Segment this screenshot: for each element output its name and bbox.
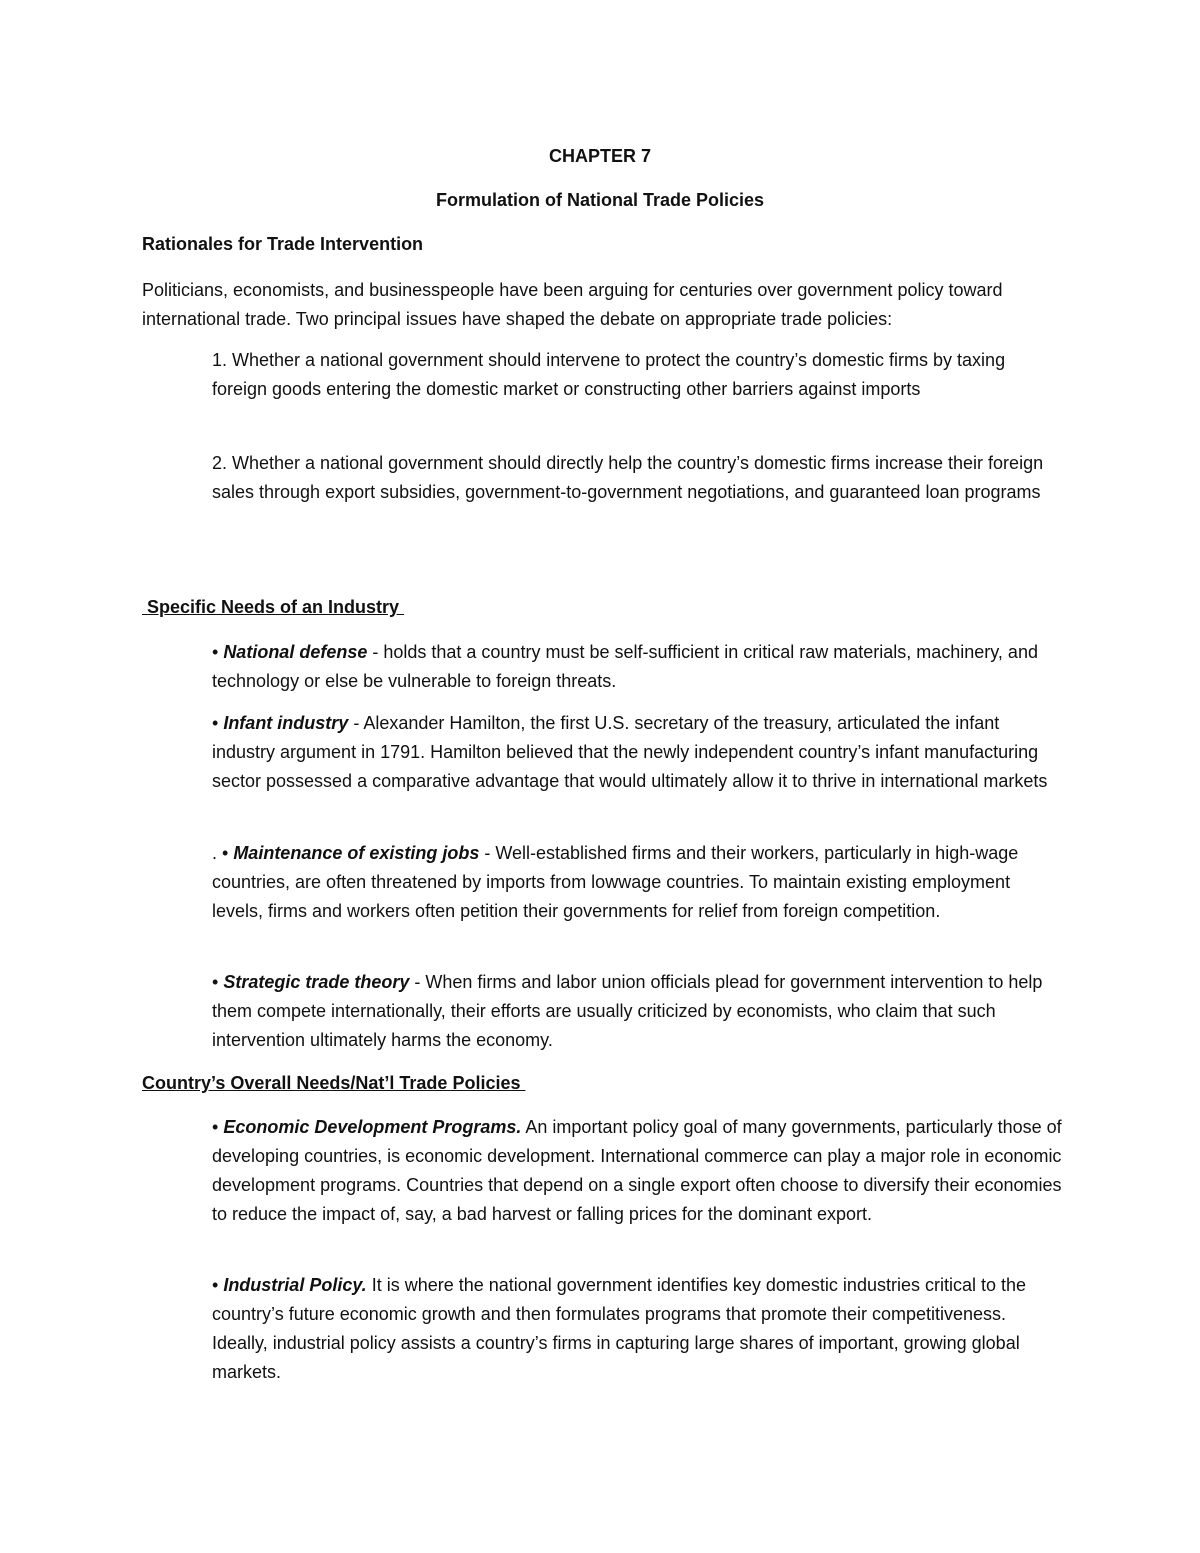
section-heading-rationales: Rationales for Trade Intervention (142, 234, 424, 254)
list-item-existing-jobs: . • Maintenance of existing jobs - Well-established firms and their workers, particularly in high-wage countries, are often threatened by imports from lowwage countries. To maintain existing employment levels, firms and workers often petition their governments for relief from foreign competition. (212, 843, 1019, 921)
section-heading-industry-needs: Specific Needs of an Industry (142, 597, 405, 617)
term-economic-development: Economic Development Programs. (223, 1117, 522, 1137)
term-industrial-policy: Industrial Policy. (223, 1275, 367, 1295)
section-heading-country-needs: Country’s Overall Needs/Nat’l Trade Policies (142, 1073, 526, 1093)
page-title: Formulation of National Trade Policies (435, 190, 765, 210)
issue-item-2: 2. Whether a national government should directly help the country’s domestic firms increase their foreign sales through export subsidies, government-to-government negotiations, and guaranteed loan programs (212, 453, 1044, 502)
term-existing-jobs: Maintenance of existing jobs (233, 843, 480, 863)
list-item-infant-industry: • Infant industry - Alexander Hamilton, the first U.S. secretary of the treasury, articulated the infant industry argument in 1791. Hamilton believed that the newly independent country’s infant manufacturing sector possessed a comparative advantage that would ultimately allow it to thrive in international markets (212, 713, 1048, 791)
list-item-industrial-policy: • Industrial Policy. It is where the national government identifies key domestic industries critical to the country’s future economic growth and then formulates programs that promote their competitiveness. Ideally, industrial policy assists a country’s firms in capturing large shares of important, growing global markets. (212, 1275, 1027, 1382)
term-infant-industry: Infant industry (223, 713, 349, 733)
term-strategic-trade: Strategic trade theory (223, 972, 410, 992)
issue-item-1: 1. Whether a national government should intervene to protect the country’s domestic firms by taxing foreign goods entering the domestic market or constructing other barriers against imports (212, 350, 1006, 399)
list-item-national-defense: • National defense - holds that a country must be self-sufficient in critical raw materials, machinery, and technology or else be vulnerable to foreign threats. (212, 642, 1038, 691)
list-item-economic-development: • Economic Development Programs. An important policy goal of many governments, particularly those of developing countries, is economic development. International commerce can play a major role in economic development programs. Countries that depend on a single export often choose to diversify their economies to reduce the impact of, say, a bad harvest or falling prices for the dominant export. (212, 1117, 1062, 1224)
intro-paragraph: Politicians, economists, and businesspeople have been arguing for centuries over government policy toward international trade. Two principal issues have shaped the debate on appropriate trade policies: (142, 280, 1003, 329)
list-item-strategic-trade: • Strategic trade theory - When firms and labor union officials plead for government intervention to help them compete internationally, their efforts are usually criticized by economists, who claim that such intervention ultimately harms the economy. (212, 972, 1043, 1050)
term-national-defense: National defense (223, 642, 368, 662)
chapter-label: CHAPTER 7 (548, 146, 651, 166)
